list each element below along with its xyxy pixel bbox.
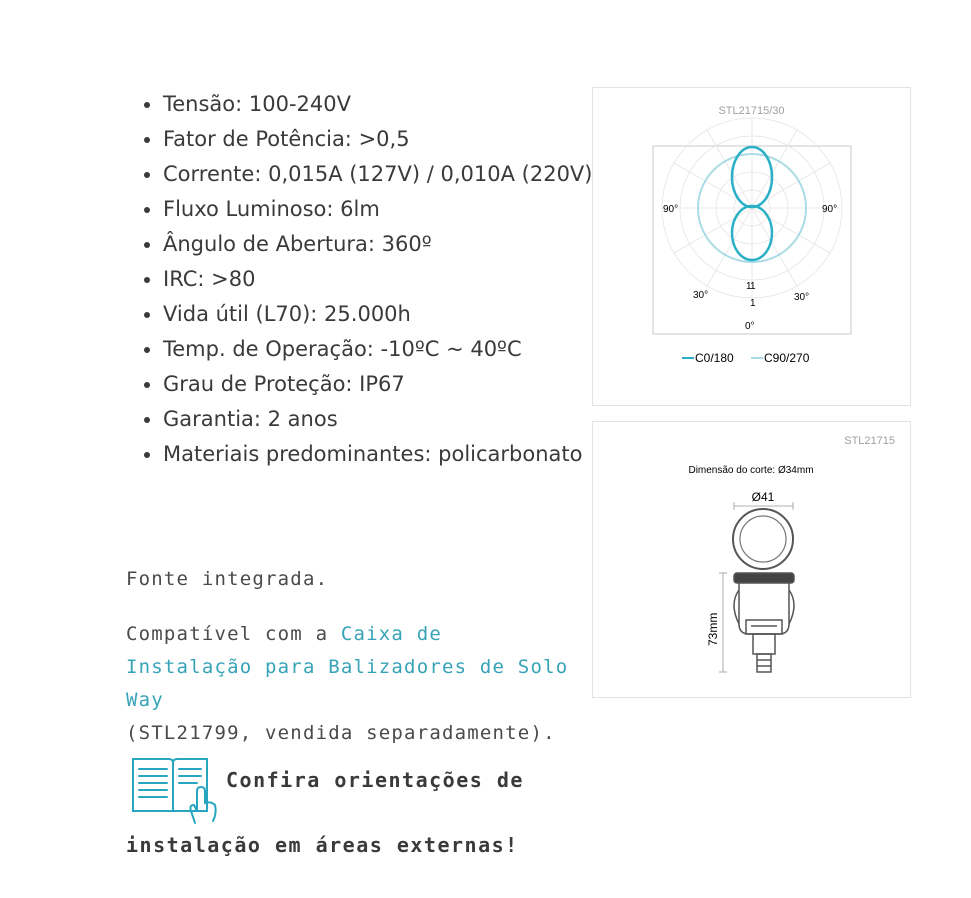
installation-box-link[interactable]: Caixa de Instalação para Balizadores de Solo Way	[126, 623, 569, 711]
top-view-circle	[733, 509, 793, 569]
scale-label-3: 1	[750, 298, 756, 309]
spec-item-current: • Corrente: 0,015A (127V) / 0,010A (220V)	[163, 157, 603, 192]
spec-item-operating-temp: • Temp. de Operação: -10ºC ~ 40ºC	[163, 332, 603, 367]
spec-item-warranty: • Garantia: 2 anos	[163, 402, 603, 437]
label-90-right: 90°	[822, 204, 838, 215]
side-view	[734, 573, 794, 672]
label-90-left: 90°	[663, 204, 679, 215]
label-0: 0°	[745, 321, 755, 332]
label-30-right: 30°	[794, 292, 810, 303]
spec-item-luminous-flux: • Fluxo Luminoso: 6lm	[163, 192, 603, 227]
photometric-diagram	[593, 88, 910, 405]
spec-item-lifetime: • Vida útil (L70): 25.000h	[163, 297, 603, 332]
spec-item-voltage: • Tensão: 100-240V	[163, 87, 603, 122]
compat-prefix: Compatível com a	[126, 623, 341, 645]
scale-label-2: 1	[750, 281, 756, 292]
legend-c90: C90/270	[764, 351, 810, 365]
dimension-drawing	[593, 422, 910, 697]
integrated-source-text: Fonte integrada.	[126, 568, 329, 590]
spec-item-cri: • IRC: >80	[163, 262, 603, 297]
spec-item-protection: • Grau de Proteção: IP67	[163, 367, 603, 402]
spec-item-power-factor: • Fator de Potência: >0,5	[163, 122, 603, 157]
dimensions-panel	[592, 421, 911, 698]
cta-line-2: instalação em áreas externas!	[126, 833, 519, 857]
legend-c0: C0/180	[695, 351, 734, 365]
label-30-left: 30°	[693, 290, 709, 301]
spec-item-beam-angle: • Ângulo de Abertura: 360º	[163, 227, 603, 262]
manual-book-icon[interactable]	[131, 755, 219, 825]
height-label: 73mm	[706, 612, 720, 646]
photometric-title: STL21715/30	[718, 105, 785, 117]
spec-list	[138, 87, 603, 472]
dimensions-title: STL21715	[844, 435, 895, 447]
cut-dimension-label: Dimensão do corte: Ø34mm	[688, 465, 814, 476]
compatibility-text	[126, 618, 576, 750]
cta-line-1: Confira orientações de	[226, 768, 524, 792]
scale-label-1: 1	[746, 281, 752, 292]
diameter-label: Ø41	[751, 490, 775, 504]
photometric-panel	[592, 87, 911, 406]
compat-suffix: (STL21799, vendida separadamente).	[126, 722, 556, 744]
spec-item-materials: • Materiais predominantes: policarbonato	[163, 437, 603, 472]
